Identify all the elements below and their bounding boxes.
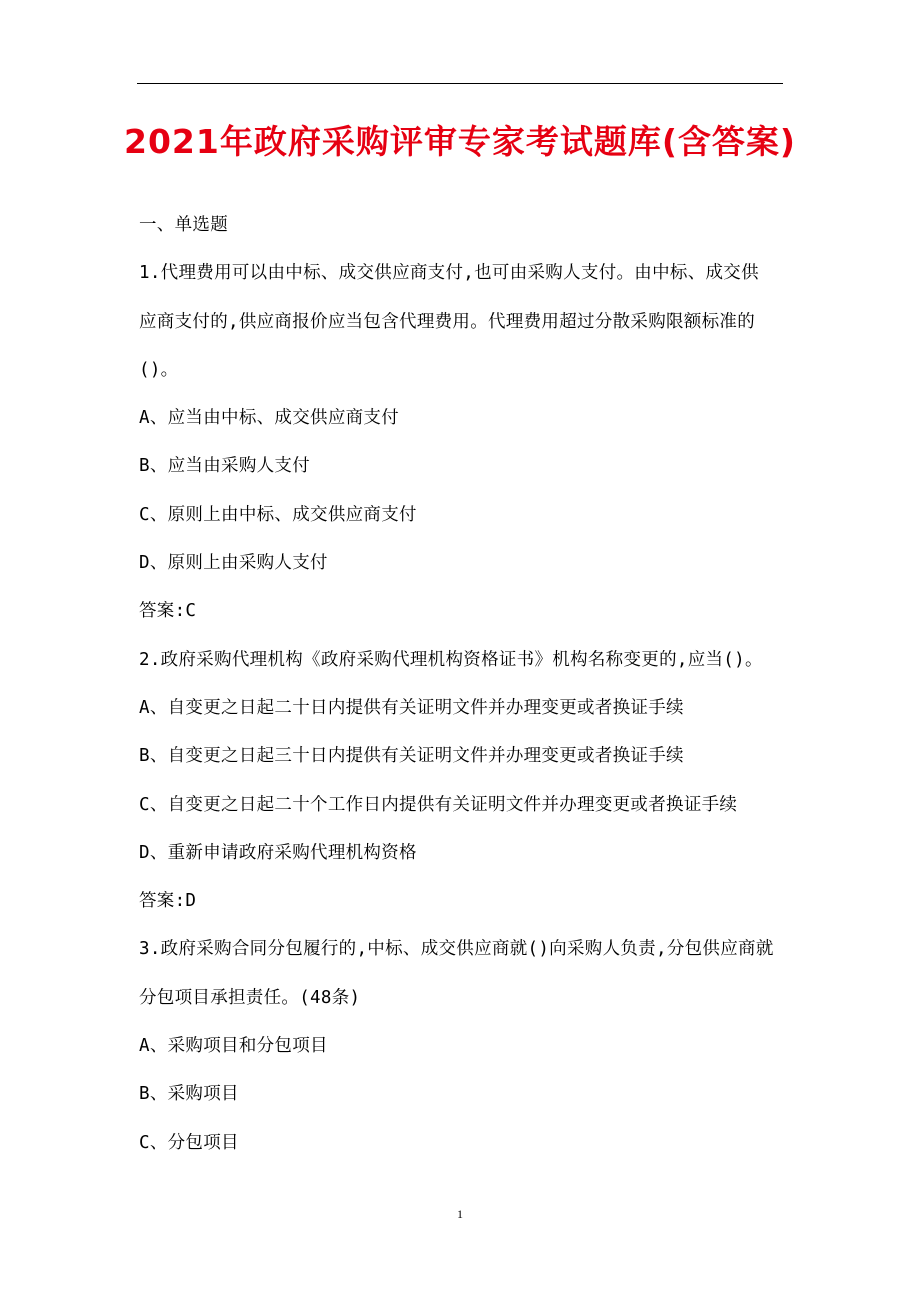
option-b: B、自变更之日起三十日内提供有关证明文件并办理变更或者换证手续 <box>139 746 684 767</box>
question-text: ()。 <box>139 359 179 380</box>
option-a: A、采购项目和分包项目 <box>139 1036 328 1057</box>
document-title: 2021年政府采购评审专家考试题库(含答案) <box>123 122 796 161</box>
option-d: D、原则上由采购人支付 <box>139 553 328 574</box>
document-body <box>139 210 789 1176</box>
question-text: 2.政府采购代理机构《政府采购代理机构资格证书》机构名称变更的,应当()。 <box>139 649 763 670</box>
option-b: B、采购项目 <box>139 1084 239 1105</box>
option-a: A、应当由中标、成交供应商支付 <box>139 408 400 429</box>
section-heading: 一、单选题 <box>139 215 228 235</box>
question-text: 1.代理费用可以由中标、成交供应商支付,也可由采购人支付。由中标、成交供 <box>139 263 759 284</box>
question-text: 应商支付的,供应商报价应当包含代理费用。代理费用超过分散采购限额标准的 <box>139 311 756 332</box>
page-number: 1 <box>457 1207 463 1221</box>
option-a: A、自变更之日起二十日内提供有关证明文件并办理变更或者换证手续 <box>139 697 684 718</box>
option-c: C、原则上由中标、成交供应商支付 <box>139 504 417 525</box>
question-text: 3.政府采购合同分包履行的,中标、成交供应商就()向采购人负责,分包供应商就 <box>139 939 774 960</box>
option-b: B、应当由采购人支付 <box>139 456 311 477</box>
header-rule <box>137 83 783 84</box>
answer: 答案:C <box>139 601 197 622</box>
option-d: D、重新申请政府采购代理机构资格 <box>139 842 417 863</box>
option-c: C、自变更之日起二十个工作日内提供有关证明文件并办理变更或者换证手续 <box>139 794 738 815</box>
answer: 答案:D <box>139 891 197 912</box>
question-text: 分包项目承担责任。(48条) <box>139 987 361 1008</box>
option-c: C、分包项目 <box>139 1132 239 1153</box>
